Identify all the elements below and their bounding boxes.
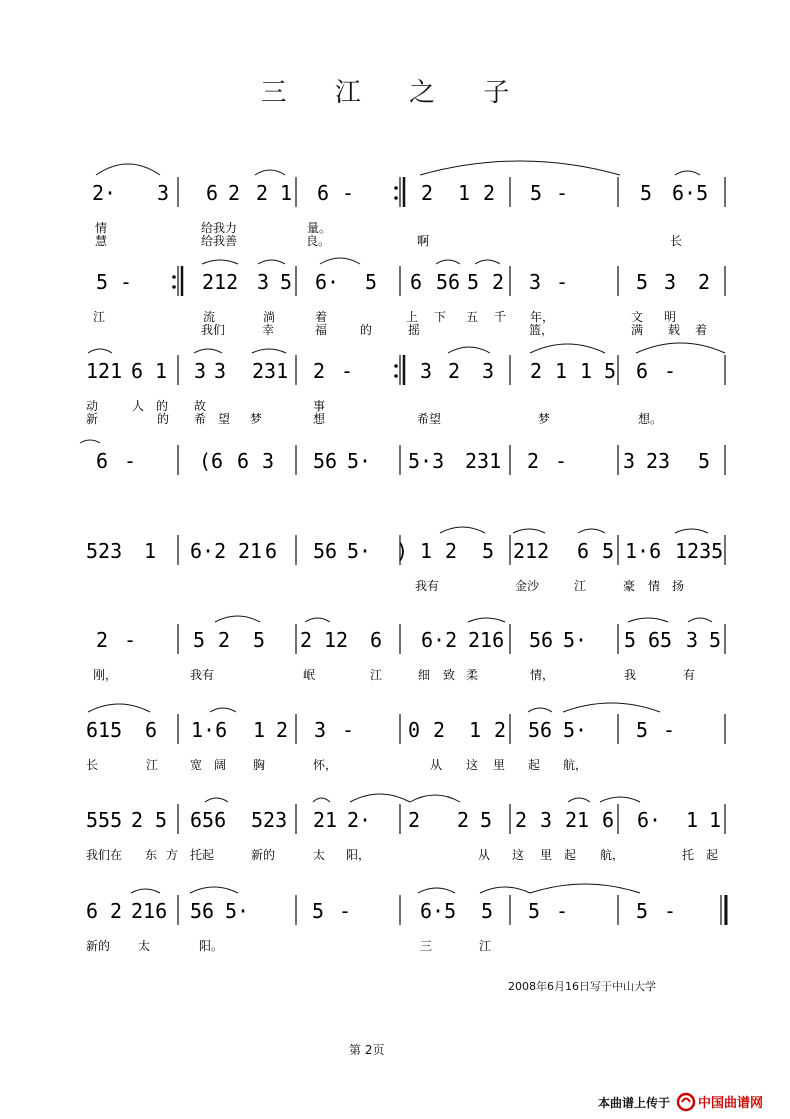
lyric: 我们 [201,323,226,337]
note: 216 [131,899,168,923]
note: (6 [199,449,224,473]
page-number: 第 2页 [349,1043,385,1057]
note: 5 [698,449,711,473]
note: 1 [580,359,593,383]
lyric: 给我力 [201,221,238,235]
lyric: 江 [93,310,106,324]
slur [313,798,330,802]
note: 6 [370,628,383,652]
lyric: 动 [86,399,99,413]
lyric: 幸 [262,323,275,337]
note: 2 [445,539,458,563]
note: 5 [636,718,649,742]
note: 6 [145,718,158,742]
lyric: 千 [494,310,507,324]
note: 6 [636,359,649,383]
lyric: 梦 [250,412,263,426]
slur [675,529,708,533]
lyric: 长 [670,234,683,248]
note: 1·6 [191,718,228,742]
note: 56 [528,718,553,742]
lyric: 里 [540,848,553,862]
note: 2 [131,808,144,832]
slur [215,616,260,622]
lyric: 情 [648,579,661,593]
note: 21 [238,539,263,563]
note: 3 [314,718,327,742]
note: 6 [317,181,330,205]
repeat-dot [394,186,398,190]
note: ) [396,539,409,563]
lyric: 希 [194,412,207,426]
lyric: 刚， [93,668,118,682]
lyric: 下 [434,310,447,324]
note: 2 [433,718,446,742]
lyric: 我们在 [86,848,123,862]
note: 6 [265,539,278,563]
slur [88,349,112,353]
note: 212 [202,270,239,294]
slur [440,527,485,533]
note: 1 [253,718,266,742]
note: 1 [469,718,482,742]
lyric: 致 [443,668,456,682]
note: - [663,718,676,742]
note: 6 [237,449,250,473]
note: 2· [92,181,117,205]
lyric: 岷 [303,668,316,682]
slur [675,171,700,175]
note: 5 [253,628,266,652]
slur [205,798,228,802]
slur [688,618,712,622]
note: 3 [420,359,433,383]
repeat-dot [172,275,176,279]
slur [480,887,530,893]
slur [513,529,545,533]
lyric: 里 [493,758,506,772]
note: 2 [515,808,528,832]
note: 1 [555,359,568,383]
repeat-dot [172,285,176,289]
note: 3 [214,359,227,383]
lyric: 扬 [672,579,685,593]
lyric: 啊 [417,234,430,248]
note: 5 [636,270,649,294]
note: 5 [604,359,617,383]
lyric: 情， [530,668,555,682]
slur [88,704,150,712]
lyric: 方 [166,848,179,862]
note: 6 [577,539,590,563]
song-title: 三 江 之 子 [260,78,530,108]
note: 2 [483,181,496,205]
lyric: 细 [418,668,431,682]
note: 5 [528,899,541,923]
note: 2 [256,181,269,205]
note: 2 [494,718,507,742]
slur [210,708,236,712]
note: 5 [193,628,206,652]
note: 5·3 [408,449,445,473]
lyric: 梦 [538,412,551,426]
lyric: 航， [600,848,625,862]
note: 6 [86,899,99,923]
lyric: 慧 [95,234,108,248]
note: 5 [280,270,293,294]
slur [418,888,455,893]
note: 2 [492,270,505,294]
lyric: 我 [624,668,637,682]
lyric: 太 [138,939,151,953]
note: 2 [457,808,470,832]
note: 5· [563,628,588,652]
lyric: 的 [156,399,169,413]
note: 2 [530,359,543,383]
slur [475,260,500,264]
note: - [556,181,569,205]
note: 2 [421,181,434,205]
note: - [120,270,133,294]
lyric: 想 [313,412,326,426]
lyric: 故 [194,399,207,413]
lyric: 想。 [638,412,663,426]
lyric: 金沙 [515,579,540,593]
lyric: 起 [564,848,577,862]
slur [350,794,410,802]
slur [305,618,330,622]
note: - [339,899,352,923]
lyric: 阳。 [199,939,224,953]
lyric: 载 [668,323,681,337]
lyric: 柔 [466,668,479,682]
note: - [555,449,568,473]
note: 6 [410,270,423,294]
lyric: 我有 [190,668,215,682]
lyric: 江 [370,668,383,682]
lyric: 江 [146,758,159,772]
note: 5 [481,899,494,923]
slur [530,884,640,893]
slur [563,703,660,712]
slur [320,258,360,264]
note: 3 [194,359,207,383]
note: 2· [347,808,372,832]
note: 1 [280,181,293,205]
note: 3 [157,181,170,205]
site-logo [676,1091,786,1113]
lyric: 起 [706,848,719,862]
note: 5 [530,181,543,205]
note: 65 [648,628,673,652]
note: - [342,181,355,205]
lyric: 阔 [214,758,227,772]
note: 1 [686,808,699,832]
note: 5 [602,539,615,563]
repeat-dot [394,374,398,378]
date-note: 2008年6月16日写于中山大学 [508,980,656,993]
note: 56 [436,270,461,294]
lyric: 从 [478,848,491,862]
lyric: 起 [528,758,541,772]
lyric: 明 [664,310,677,324]
repeat-dot [394,196,398,200]
note: - [124,628,137,652]
lyric: 量。 [307,221,332,235]
lyric: 胸 [253,758,266,772]
slur [255,170,285,175]
note: 5 [640,181,653,205]
slur [131,889,160,893]
lyric: 情 [95,221,108,235]
lyric: 文 [631,310,644,324]
note: 2 [300,628,313,652]
note: 56 [313,449,338,473]
lyric: 东 [145,848,158,862]
note: 5 [624,628,637,652]
lyric: 托起 [190,848,215,862]
lyric: 宽 [190,758,203,772]
slur [252,349,286,353]
lyric: 希望 [417,412,442,426]
lyric: 五 [466,310,479,324]
note: 1 [155,359,168,383]
note: 5· [225,899,250,923]
note: 21 [313,808,338,832]
note: 1 [709,808,722,832]
note: 5 [480,808,493,832]
note: - [556,270,569,294]
note: 656 [190,808,227,832]
note: 1235 [675,539,724,563]
note: 6 [602,808,615,832]
slur [600,797,640,802]
lyric: 的 [360,323,373,337]
lyric: 上 [406,310,419,324]
slur [448,347,490,353]
note: 3 [664,270,677,294]
note: 21 [565,808,590,832]
note: 1·6 [625,539,662,563]
lyric: 阳， [346,848,371,862]
note: 2 [218,628,231,652]
note: - [664,899,677,923]
note: 231 [252,359,289,383]
note: 5 [636,899,649,923]
note: 6 [96,449,109,473]
lyric: 新的 [251,848,276,862]
lyric: 新 [86,412,99,426]
note: 5· [347,539,372,563]
note: 6 [131,359,144,383]
note: 212 [513,539,550,563]
lyric: 太 [313,848,326,862]
note: 3 [262,449,275,473]
slur [628,618,668,622]
lyric: 托 [682,848,695,862]
note: 56 [190,899,215,923]
repeat-dot [394,364,398,368]
lyric: 豪 [623,579,636,593]
lyric: 长 [86,758,99,772]
slur [190,887,238,893]
note: 523 [86,539,123,563]
note: - [342,718,355,742]
slur [568,798,590,802]
slur [258,260,285,264]
note: - [124,449,137,473]
lyric: 良。 [306,234,331,248]
note: 1 [458,181,471,205]
lyric: 摇 [408,323,421,337]
upload-footer: 本曲谱上传于 [598,1096,671,1110]
slur [96,164,160,175]
note: 3 [623,449,636,473]
lyric: 江 [479,939,492,953]
slur [528,708,552,712]
slur [420,161,620,175]
note: 6·5 [672,181,709,205]
note: 6·5 [420,899,457,923]
lyric: 从 [430,758,443,772]
note: 6 [206,181,219,205]
lyric: 三 [420,939,433,953]
note: 615 [86,718,123,742]
lyric: 的 [157,412,170,426]
note: 2 [110,899,123,923]
note: 231 [465,449,502,473]
lyric: 新的 [86,939,111,953]
svg-text:中国曲谱网: 中国曲谱网 [698,1096,764,1111]
note: 2 [408,808,421,832]
lyric: 航， [563,758,588,772]
note: 1 [144,539,157,563]
slur [578,529,605,533]
note: 3 [540,808,553,832]
note: 23 [646,449,671,473]
lyric: 望 [218,412,231,426]
lyric: 这 [512,848,525,862]
note: 2 [228,181,241,205]
note: 5 [482,539,495,563]
slur [202,260,238,264]
note: 0 [408,718,421,742]
note: 2 [698,270,711,294]
lyric: 怀， [313,758,338,772]
note: 6·2 [190,539,227,563]
lyric: 给我善 [201,234,238,248]
slur [194,349,222,353]
note: 2 [96,628,109,652]
note: 5 [467,270,480,294]
note: 5· [347,449,372,473]
note: 56 [529,628,554,652]
note: 2 [527,449,540,473]
note: 5 [365,270,378,294]
lyric: 篮， [529,323,554,337]
slur [410,795,460,802]
note: - [664,359,677,383]
lyric: 人 [132,399,145,413]
note: 12 [324,628,349,652]
lyric: 流 [203,310,216,324]
note: 121 [86,359,123,383]
note: 2 [276,718,289,742]
slur [636,343,725,353]
slur [530,344,605,353]
slur [436,260,460,264]
note: 5 [96,270,109,294]
note: 56 [313,539,338,563]
note: 523 [251,808,288,832]
note: 6· [315,270,340,294]
note: - [341,359,354,383]
note: 216 [468,628,505,652]
lyric: 着 [695,323,708,337]
note: - [556,899,569,923]
note: 555 [86,808,123,832]
note: 2 [313,359,326,383]
slur [468,618,505,622]
lyric: 这 [466,758,479,772]
lyric: 淌 [263,310,276,324]
lyric: 有 [683,668,696,682]
lyric: 事 [313,399,326,413]
note: 6·2 [421,628,458,652]
note: 5 [312,899,325,923]
lyric: 我有 [415,579,440,593]
slur [80,440,100,443]
note: 3 [686,628,699,652]
note: 3 [257,270,270,294]
note: 3 [529,270,542,294]
note: 5 [709,628,722,652]
note: 5· [563,718,588,742]
lyric: 福 [315,323,328,337]
lyric: 年， [530,310,555,324]
note: 6· [637,808,662,832]
note: 2 [448,359,461,383]
lyric: 着 [315,310,328,324]
note: 3 [482,359,495,383]
lyric: 满 [631,323,644,337]
note: 5 [155,808,168,832]
lyric: 江 [574,579,587,593]
note: 1 [420,539,433,563]
